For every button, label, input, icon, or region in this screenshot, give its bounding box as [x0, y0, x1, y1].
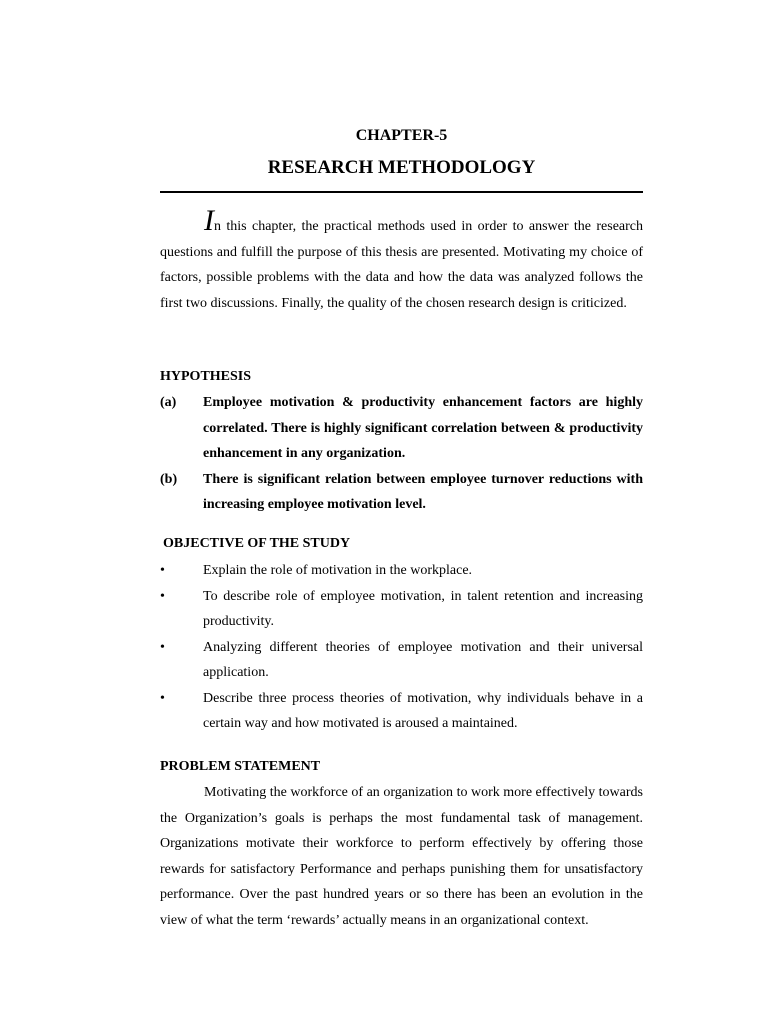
hypothesis-marker: (b) — [160, 471, 178, 487]
hypothesis-item — [160, 467, 643, 518]
title-divider — [160, 191, 643, 193]
hypothesis-text: There is significant relation between employee turnover reductions with increasing employee motivation level. — [203, 471, 643, 512]
objective-item — [160, 686, 643, 737]
objective-item — [160, 584, 643, 635]
objective-item — [160, 635, 643, 686]
hypothesis-text: Employee motivation & productivity enhancement factors are highly correlated. There is highly significant correlation between & productivity enhancement in any organization. — [203, 395, 643, 461]
bullet-marker: • — [160, 588, 165, 604]
chapter-title: RESEARCH METHODOLOGY — [267, 157, 536, 178]
intro-text: n this chapter, the practical methods used in order to answer the research questions and fulfill the purpose of this thesis are presented. Motivating my choice of factors, possible problems with the data and how the data was analyzed follows the first two discussions. Finally, the quality of the chosen research design is criticized. — [160, 219, 643, 311]
bullet-marker: • — [160, 690, 165, 706]
objective-text: To describe role of employee motivation, in talent retention and increasing productivity. — [203, 588, 643, 629]
objective-heading: OBJECTIVE OF THE STUDY — [163, 536, 351, 551]
objective-text: Describe three process theories of motivation, why individuals behave in a certain way and how motivated is aroused a maintained. — [203, 690, 643, 731]
bullet-marker: • — [160, 639, 165, 655]
intro-paragraph — [160, 204, 643, 316]
hypothesis-marker: (a) — [160, 395, 177, 410]
objective-text: Explain the role of motivation in the workplace. — [203, 563, 473, 578]
problem-heading: PROBLEM STATEMENT — [160, 759, 321, 774]
bullet-marker: • — [160, 563, 165, 578]
problem-text: Motivating the workforce of an organization to work more effectively towards the Organization’s goals is perhaps the most fundamental task of management. Organizations motivate their workforce to perform effectively by offering those rewards for satisfactory Performance and perhaps punishing them for unsatisfactory performance. Over the past hundred years or so there has been an evolution in the view of what the term ‘rewards’ actually means in an organizational context. — [160, 785, 643, 928]
objective-item — [160, 558, 643, 584]
objective-text: Analyzing different theories of employee motivation and their universal application. — [203, 639, 643, 680]
hypothesis-item — [160, 390, 643, 467]
objective-list — [160, 558, 643, 737]
hypothesis-heading: HYPOTHESIS — [160, 369, 252, 384]
intro-dropcap: I — [204, 204, 214, 237]
problem-paragraph — [160, 780, 643, 933]
hypothesis-list — [160, 390, 643, 518]
chapter-label: CHAPTER-5 — [355, 127, 448, 144]
